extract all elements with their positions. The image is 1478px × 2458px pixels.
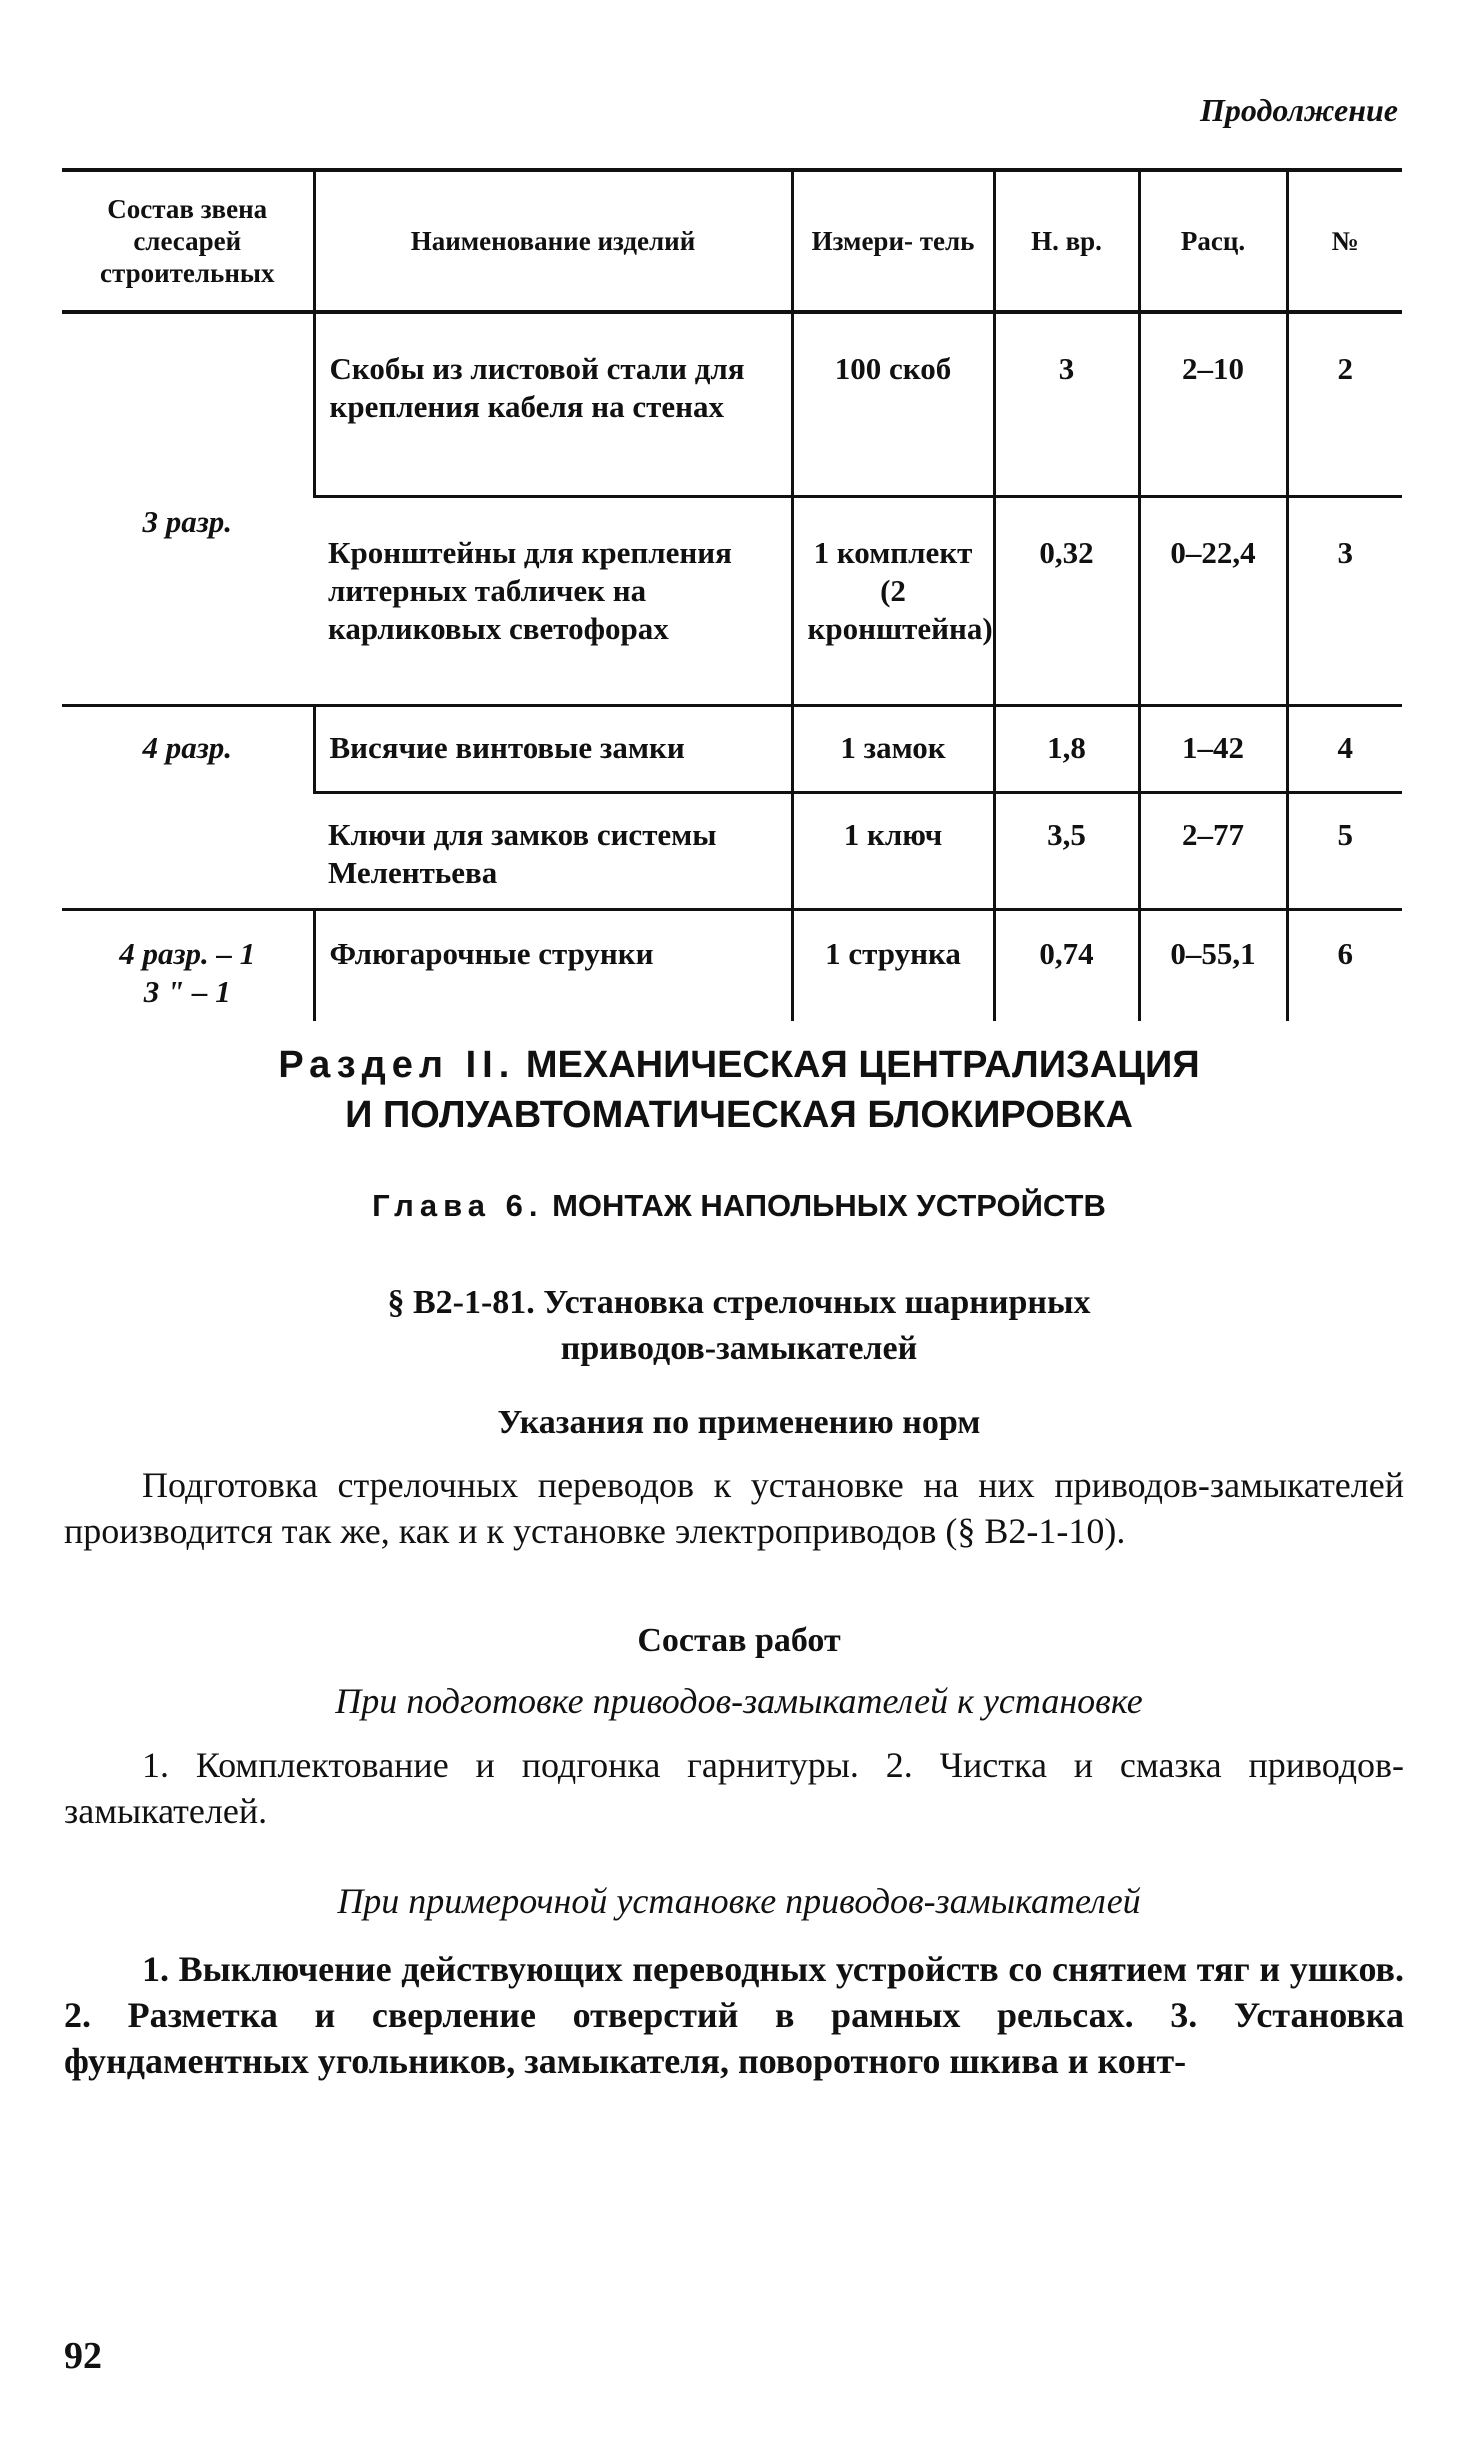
norm-time-cell: 0,32 <box>994 497 1139 706</box>
norm-time-cell: 0,74 <box>994 910 1139 1022</box>
table-header-row <box>62 170 1402 312</box>
header-name: Наименование изделий <box>314 170 792 312</box>
header-unit: Измери- тель <box>792 170 994 312</box>
page-number: 92 <box>64 2335 102 2377</box>
number-cell: 6 <box>1287 910 1402 1022</box>
rate-cell: 2–77 <box>1139 793 1287 910</box>
unit-cell: 1 комплект (2 кронштейна) <box>792 497 994 706</box>
section-title-line: И ПОЛУАВТОМАТИЧЕСКАЯ БЛОКИРОВКА <box>345 1094 1133 1136</box>
header-number: № <box>1287 170 1402 312</box>
continuation-label: Продолжение <box>1200 92 1398 128</box>
grade-line: 3 " – 1 <box>143 974 231 1009</box>
work-subheading: При примерочной установке приводов-замыкателей <box>337 1881 1141 1921</box>
chapter-title-text: МОНТАЖ НАПОЛЬНЫХ УСТРОЙСТВ <box>552 1188 1106 1223</box>
guidance-heading: Указания по применению норм <box>497 1404 981 1441</box>
work-subheading: При подготовке приводов-замыкателей к установке <box>335 1681 1143 1721</box>
rate-cell: 0–22,4 <box>1139 497 1287 706</box>
norm-time-cell: 1,8 <box>994 706 1139 793</box>
paragraph-title-line: приводов-замыкателей <box>560 1330 918 1367</box>
chapter-title <box>0 1188 1478 1224</box>
section-title-text: МЕХАНИЧЕСКАЯ ЦЕНТРАЛИЗАЦИЯ <box>525 1044 1200 1086</box>
rate-cell: 1–42 <box>1139 706 1287 793</box>
header-norm-time: Н. вр. <box>994 170 1139 312</box>
table-row <box>62 312 1402 497</box>
grade-cell: 4 разр. <box>62 706 314 910</box>
unit-cell: 100 скоб <box>792 312 994 497</box>
item-name-cell: Скобы из листовой стали для крепления кабеля на стенах <box>314 312 792 497</box>
chapter-prefix: Глава 6. <box>372 1188 544 1223</box>
work-text: 1. Комплектование и подгонка гарнитуры. 2. Чистка и смазка приводов-замыкателей. <box>64 1745 1404 1831</box>
unit-cell: 1 струнка <box>792 910 994 1022</box>
section-title <box>0 1040 1478 1140</box>
table-row <box>62 706 1402 793</box>
rate-cell: 0–55,1 <box>1139 910 1287 1022</box>
header-rate: Расц. <box>1139 170 1287 312</box>
number-cell: 5 <box>1287 793 1402 910</box>
work-heading: Состав работ <box>637 1622 841 1659</box>
rate-cell: 2–10 <box>1139 312 1287 497</box>
header-crew: Состав звена слесарей строительных <box>62 170 314 312</box>
norm-time-cell: 3,5 <box>994 793 1139 910</box>
unit-cell: 1 замок <box>792 706 994 793</box>
work-text: 1. Выключение действующих переводных устройств со снятием тяг и ушков. 2. Разметка и сверление отверстий в рамных рельсах. 3. Установка фундаментных угольников, замыкателя, поворотного шкива и конт- <box>64 1949 1404 2081</box>
item-name-cell: Висячие винтовые замки <box>314 706 792 793</box>
item-name-cell: Ключи для замков системы Мелентьева <box>314 793 792 910</box>
section-prefix: Раздел II. <box>278 1044 516 1086</box>
grade-line: 4 разр. – 1 <box>119 936 256 971</box>
table-row <box>62 910 1402 1022</box>
number-cell: 4 <box>1287 706 1402 793</box>
section-title-line <box>0 1040 1478 1090</box>
paragraph-title <box>0 1280 1478 1372</box>
number-cell: 2 <box>1287 312 1402 497</box>
grade-cell: 3 разр. <box>142 504 233 539</box>
item-name-cell: Кронштейны для крепления литерных табличек на карликовых светофорах <box>314 497 792 706</box>
unit-cell: 1 ключ <box>792 793 994 910</box>
number-cell: 3 <box>1287 497 1402 706</box>
norms-table <box>62 168 1402 1021</box>
item-name-cell: Флюгарочные струнки <box>314 910 792 1022</box>
guidance-text: Подготовка стрелочных переводов к установке на них приводов-замыкателей производится так же, как и к установке электроприводов (§ В2-1-10). <box>64 1465 1404 1551</box>
grade-cell <box>62 910 314 1022</box>
norm-time-cell: 3 <box>994 312 1139 497</box>
paragraph-title-line: § В2-1-81. Установка стрелочных шарнирных <box>387 1284 1091 1321</box>
